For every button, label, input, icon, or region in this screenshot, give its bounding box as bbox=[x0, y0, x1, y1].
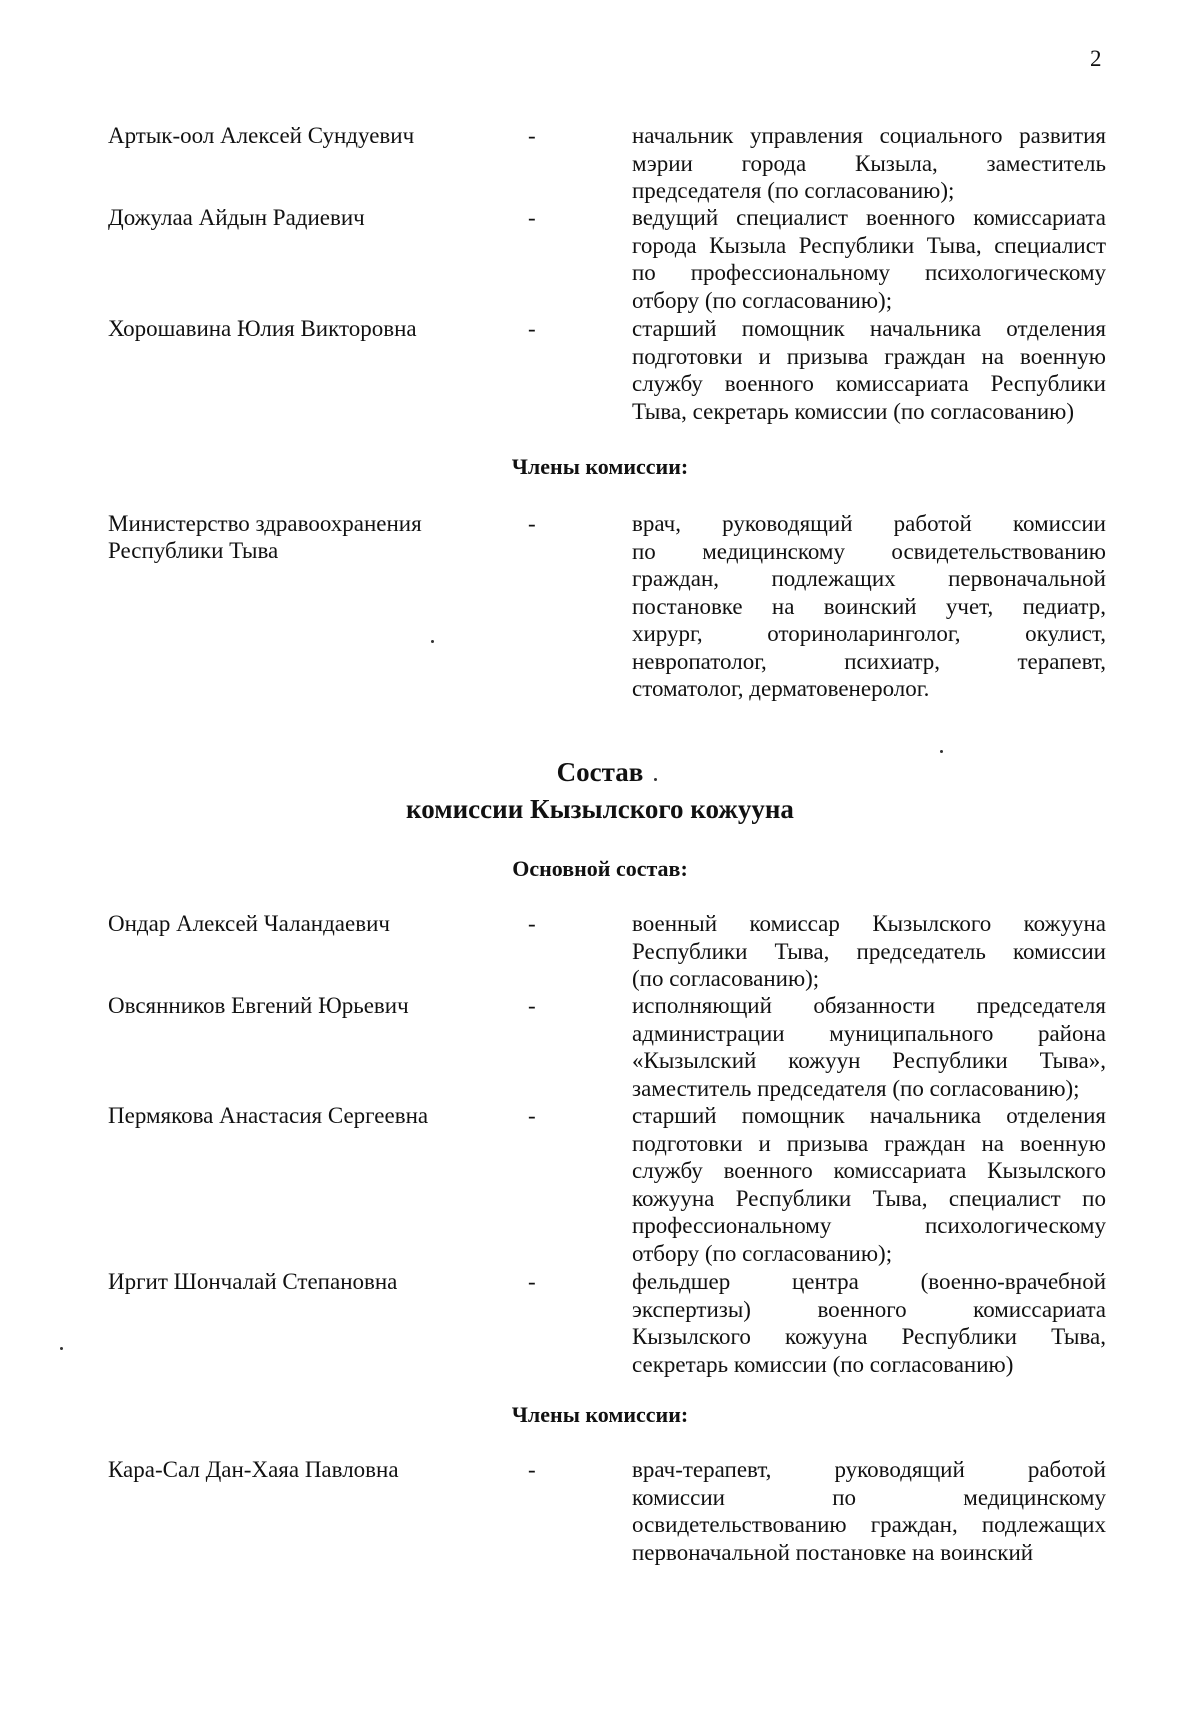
dash-separator: - bbox=[528, 316, 536, 341]
member-name bbox=[108, 122, 488, 149]
member-role-line: мэрии города Кызыла, заместитель bbox=[632, 150, 1106, 176]
member-name bbox=[108, 910, 488, 937]
section-subtitle: комиссии Кызылского кожууна bbox=[406, 794, 794, 824]
member-name bbox=[108, 1102, 488, 1129]
dash-separator: - bbox=[528, 1457, 536, 1482]
member-role-line: постановке на воинский учет, педиатр, bbox=[632, 593, 1106, 619]
member-role-line: подготовки и призыва граждан на военную bbox=[632, 1130, 1106, 1156]
scan-speck bbox=[940, 750, 943, 753]
member-name bbox=[108, 315, 488, 342]
member-role-line: города Кызыла Республики Тыва, специалист bbox=[632, 232, 1106, 258]
member-role-line: по профессиональному психологическому bbox=[632, 260, 1106, 285]
dash-separator: - bbox=[528, 1269, 536, 1294]
member-role-line: службу военного комиссариата Кызылского bbox=[632, 1158, 1106, 1183]
member-role bbox=[632, 1268, 1106, 1378]
member-role-line: ведущий специалист военного комиссариата bbox=[632, 205, 1106, 230]
scan-speck bbox=[654, 778, 657, 781]
member-role bbox=[632, 510, 1106, 703]
dash-separator: - bbox=[528, 205, 536, 230]
member-role-line: экспертизы) военного комиссариата bbox=[632, 1296, 1106, 1322]
main-composition-heading: Основной состав: bbox=[512, 856, 688, 881]
section-title: Состав bbox=[556, 757, 644, 787]
scan-speck bbox=[60, 1347, 63, 1350]
member-role-line: фельдшер центра (военно-врачебной bbox=[632, 1269, 1106, 1294]
member-role-line: хирург, оториноларинголог, окулист, bbox=[632, 621, 1106, 646]
members-heading-2: Члены комиссии: bbox=[511, 1402, 689, 1427]
member-role-line: отбору (по согласованию); bbox=[632, 1240, 893, 1266]
member-role-line: кожууна Республики Тыва, специалист по bbox=[632, 1185, 1106, 1211]
dash-separator: - bbox=[528, 511, 536, 536]
member-role bbox=[632, 992, 1106, 1102]
dash-separator: - bbox=[528, 911, 536, 936]
member-role bbox=[632, 910, 1106, 993]
member-role-line: отбору (по согласованию); bbox=[632, 287, 893, 313]
member-role-line: старший помощник начальника отделения bbox=[632, 1103, 1106, 1128]
member-role-line: врач, руководящий работой комиссии bbox=[632, 511, 1106, 536]
member-role-line: Тыва, секретарь комиссии (по согласованию) bbox=[632, 398, 1075, 424]
member-role-line: врач-терапевт, руководящий работой bbox=[632, 1457, 1106, 1482]
dash-separator: - bbox=[528, 123, 536, 148]
member-role-line: заместитель председателя (по согласованию); bbox=[632, 1075, 1080, 1101]
member-role-line: первоначальной постановке на воинский bbox=[632, 1539, 1034, 1565]
dash-separator: - bbox=[528, 993, 536, 1018]
members-heading-1: Члены комиссии: bbox=[511, 454, 689, 479]
member-name-line: Дожулаа Айдын Радиевич bbox=[108, 205, 365, 230]
member-name bbox=[108, 510, 488, 564]
member-role-line: Республики Тыва, председатель комиссии bbox=[632, 938, 1106, 964]
member-role-line: начальник управления социального развития bbox=[632, 123, 1106, 148]
member-name-line: Пермякова Анастасия Сергеевна bbox=[108, 1103, 429, 1128]
member-role-line: профессиональному психологическому bbox=[632, 1213, 1106, 1238]
member-name-line: Министерство здравоохранения bbox=[108, 511, 422, 536]
member-role-line: Кызылского кожууна Республики Тыва, bbox=[632, 1324, 1106, 1349]
member-name bbox=[108, 992, 488, 1019]
member-role-line: «Кызылский кожуун Республики Тыва», bbox=[632, 1048, 1106, 1073]
member-role-line: исполняющий обязанности председателя bbox=[632, 993, 1106, 1018]
member-name-line: Артык-оол Алексей Сундуевич bbox=[108, 123, 415, 148]
member-name bbox=[108, 1456, 488, 1483]
member-role bbox=[632, 1456, 1106, 1566]
member-name-line: Кара-Сал Дан-Хаяа Павловна bbox=[108, 1457, 399, 1482]
member-role-line: секретарь комиссии (по согласованию) bbox=[632, 1351, 1014, 1377]
member-role-line: стоматолог, дерматовенеролог. bbox=[632, 676, 930, 701]
scan-speck bbox=[431, 640, 434, 643]
dash-separator: - bbox=[528, 1103, 536, 1128]
member-role-line: граждан, подлежащих первоначальной bbox=[632, 566, 1106, 591]
member-role-line: администрации муниципального района bbox=[632, 1020, 1106, 1046]
member-name-line: Республики Тыва bbox=[108, 538, 279, 563]
member-role-line: военный комиссар Кызылского кожууна bbox=[632, 911, 1106, 936]
member-role bbox=[632, 1102, 1106, 1267]
member-role-line: подготовки и призыва граждан на военную bbox=[632, 343, 1106, 369]
page-number: 2 bbox=[1090, 46, 1102, 71]
member-role-line: комиссии по медицинскому bbox=[632, 1484, 1106, 1510]
member-role-line: председателя (по согласованию); bbox=[632, 178, 955, 203]
member-name bbox=[108, 204, 488, 231]
member-role-line: освидетельствованию граждан, подлежащих bbox=[632, 1512, 1106, 1537]
member-role bbox=[632, 204, 1106, 314]
member-role-line: невропатолог, психиатр, терапевт, bbox=[632, 648, 1106, 674]
member-name bbox=[108, 1268, 488, 1295]
member-role-line: старший помощник начальника отделения bbox=[632, 316, 1106, 341]
member-role bbox=[632, 315, 1106, 425]
member-name-line: Овсянников Евгений Юрьевич bbox=[108, 993, 409, 1018]
member-name-line: Ондар Алексей Чаландаевич bbox=[108, 911, 390, 936]
member-role-line: (по согласованию); bbox=[632, 966, 820, 991]
member-role-line: по медицинскому освидетельствованию bbox=[632, 538, 1106, 564]
member-name-line: Иргит Шончалай Степановна bbox=[108, 1269, 398, 1294]
member-role-line: службу военного комиссариата Республики bbox=[632, 371, 1106, 396]
member-role bbox=[632, 122, 1106, 205]
member-name-line: Хорошавина Юлия Викторовна bbox=[108, 316, 417, 341]
